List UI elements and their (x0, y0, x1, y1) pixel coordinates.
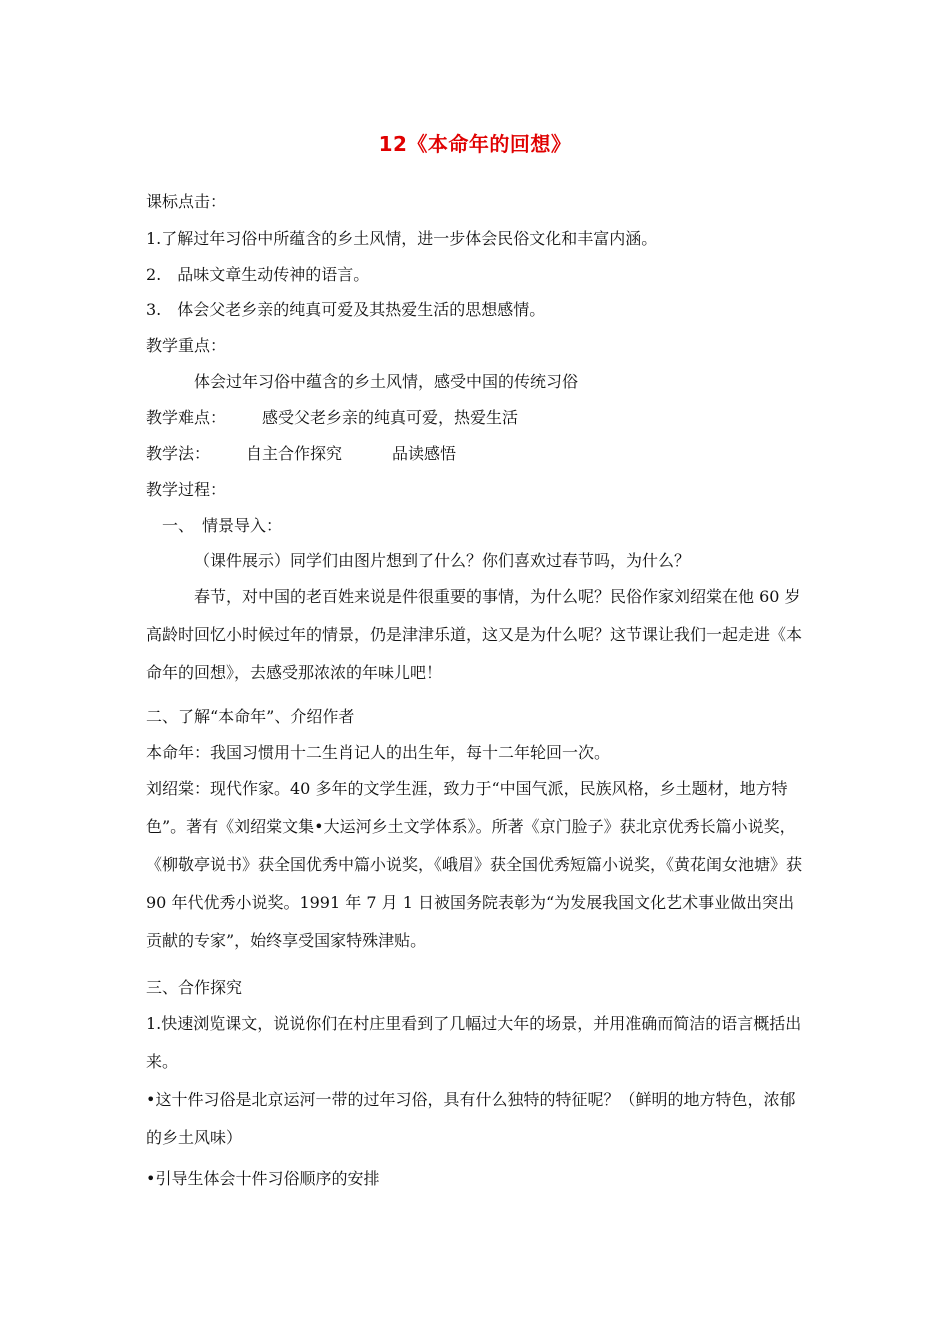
method-item-2: 品读感悟 (392, 444, 457, 463)
section-heading-process: 教学过程： (146, 480, 227, 499)
step-1-intro: （课件展示）同学们由图片想到了什么？你们喜欢过春节吗，为什么？ (194, 551, 691, 570)
goal-item-2: 2. 品味文章生动传神的语言。 (146, 265, 370, 284)
benmingnian-definition: 本命年：我国习惯用十二生肖记人的出生年，每十二年轮回一次。 (146, 743, 611, 762)
step-heading-3: 三、合作探究 (146, 978, 243, 997)
method-label: 教学法： (146, 444, 211, 463)
difficulty-text: 感受父老乡亲的纯真可爱，热爱生活 (262, 408, 519, 427)
goal-item-1: 1.了解过年习俗中所蕴含的乡土风情，进一步体会民俗文化和丰富内涵。 (146, 229, 658, 248)
step-heading-2: 二、了解“本命年”、介绍作者 (146, 707, 355, 726)
document-title: 12《本命年的回想》 (378, 132, 572, 156)
question-bullet-1: •这十件习俗是北京运河一带的过年习俗，具有什么独特的特征呢？（鲜明的地方特色，浓郁的乡土风味） (146, 1090, 796, 1147)
step-heading-1: 一、 情景导入： (162, 516, 283, 535)
section-heading-key-points: 教学重点： (146, 336, 227, 355)
question-1: 1.快速浏览课文，说说你们在村庄里看到了几幅过大年的场景，并用准确而简洁的语言概括出来。 (146, 1014, 802, 1071)
method-row (146, 443, 456, 465)
difficulty-label: 教学难点： (146, 408, 227, 427)
key-points-text: 体会过年习俗中蕴含的乡土风情，感受中国的传统习俗 (194, 372, 579, 391)
goal-item-3: 3. 体会父老乡亲的纯真可爱及其热爱生活的思想感情。 (146, 300, 546, 319)
step-1-paragraph: 春节，对中国的老百姓来说是件很重要的事情，为什么呢？民俗作家刘绍棠在他 60 岁高龄时回忆小时候过年的情景，仍是津津乐道，这又是为什么呢？这节课让我们一起走进《本命年的回想》，去感受那浓浓的年味儿吧！ (146, 587, 803, 682)
difficulty-row (146, 407, 518, 429)
method-item-1: 自主合作探究 (246, 444, 343, 463)
section-heading-curriculum: 课标点击： (146, 192, 227, 211)
question-bullet-2: •引导生体会十件习俗顺序的安排 (146, 1169, 380, 1188)
author-introduction: 刘绍棠：现代作家。40 多年的文学生涯，致力于“中国气派，民族风格，乡土题材，地方特色”。著有《刘绍棠文集•大运河乡土文学体系》。所著《京门脸子》获北京优秀长篇小说奖，《柳敬亭说书》获全国优秀中篇小说奖，《峨眉》获全国优秀短篇小说奖，《黄花闺女池塘》获 90 年代优秀小说奖。1991 年 7 月 1 日被国务院表彰为“为发展我国文化艺术事业做出突出贡献的专家”，始终享受国家特殊津贴。 (146, 779, 803, 950)
